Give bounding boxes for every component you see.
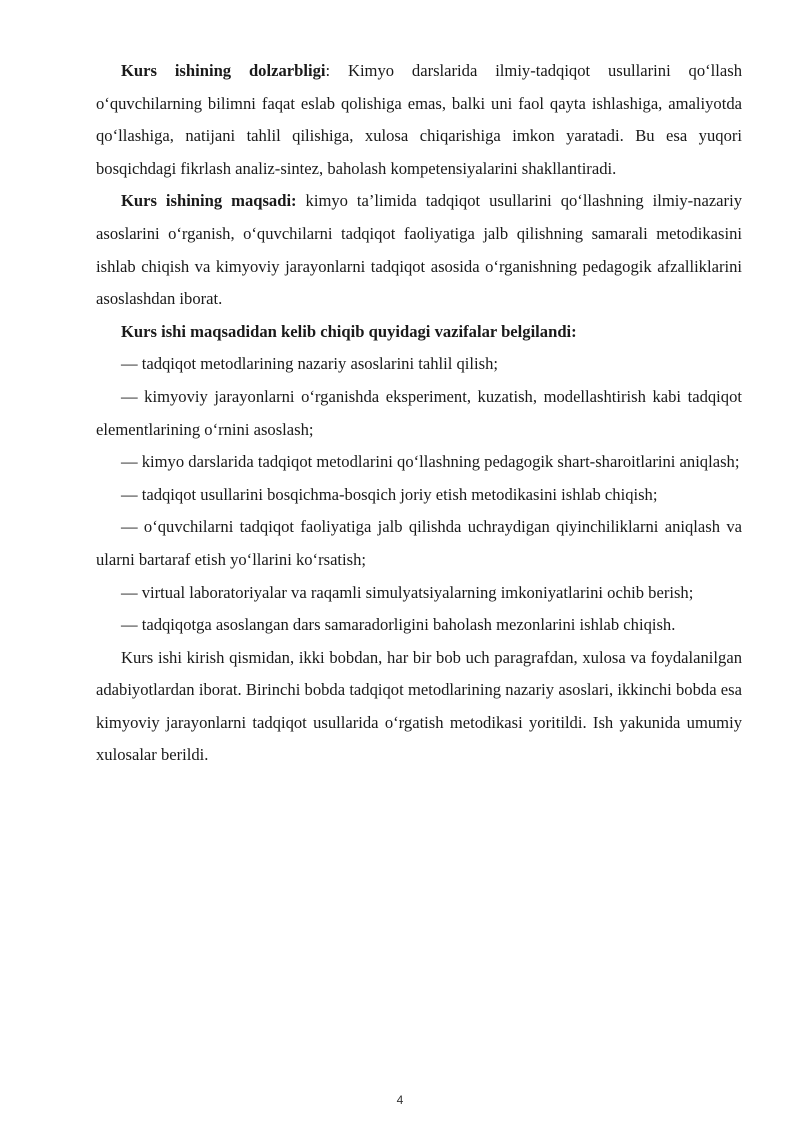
goal-paragraph bbox=[96, 185, 742, 315]
page-number: 4 bbox=[396, 1093, 404, 1107]
task-item-7: — tadqiqotga asoslangan dars samaradorligini baholash mezonlarini ishlab chiqish. bbox=[121, 615, 676, 635]
relevance-paragraph bbox=[96, 55, 742, 185]
task-item-6: — virtual laboratoriyalar va raqamli simulyatsiyalarning imkoniyatlarini ochib berish; bbox=[121, 582, 694, 602]
tasks-heading: Kurs ishi maqsadidan kelib chiqib quyidagi vazifalar belgilandi: bbox=[121, 321, 577, 341]
document-page bbox=[96, 55, 742, 772]
task-item-4: — tadqiqot usullarini bosqichma-bosqich joriy etish metodikasini ishlab chiqish; bbox=[121, 484, 658, 504]
relevance-heading: Kurs ishining dolzarbligi bbox=[121, 61, 326, 80]
task-item-2: — kimyoviy jarayonlarni o‘rganishda eksperiment, kuzatish, modellashtirish kabi tadqiqot elementlarining o‘rnini asoslash; bbox=[96, 386, 742, 439]
goal-heading: Kurs ishining maqsadi: bbox=[121, 191, 297, 211]
task-item-5: — o‘quvchilarni tadqiqot faoliyatiga jalb qilishda uchraydigan qiyinchiliklarni aniqlash va ularni bartaraf etish yo‘llarini ko‘rsatish; bbox=[96, 517, 742, 569]
relevance-text: : Kimyo darslarida ilmiy-tadqiqot usullarini qo‘llash o‘quvchilarning bilimni faqat eslab qolishiga emas, balki uni faol qayta ishlashiga, amaliyotda qo‘llashiga, natijani tahlil qilishiga, xulosa chiqarishiga imkon yaratadi. Bu esa yuqori bosqichdagi fikrlash analiz-sintez, baholash kompetensiyalarini shakllantiradi. bbox=[96, 61, 743, 178]
task-item-1: — tadqiqot metodlarining nazariy asoslarini tahlil qilish; bbox=[121, 354, 498, 374]
task-item-3: — kimyo darslarida tadqiqot metodlarini qo‘llashning pedagogik shart-sharoitlarini aniqlash; bbox=[121, 452, 740, 472]
structure-paragraph: Kurs ishi kirish qismidan, ikki bobdan, har bir bob uch paragrafdan, xulosa va foydalanilgan adabiyotlardan iborat. Birinchi bobda tadqiqot metodlarining nazariy asoslari, ikkinchi bobda esa kimyoviy jarayonlarni tadqiqot usullarida o‘rgatish metodikasi yoritildi. Ish yakunida umumiy xulosalar berildi. bbox=[96, 647, 742, 765]
goal-text: kimyo ta’limida tadqiqot usullarini qo‘llashning ilmiy-nazariy asoslarini o‘rganish, o‘quvchilarni tadqiqot faoliyatiga jalb qilishning samarali metodikasini ishlab chiqish va kimyoviy jarayonlarni tadqiqot asosida o‘rganishning pedagogik afzalliklarini asoslashdan iborat. bbox=[96, 191, 742, 309]
